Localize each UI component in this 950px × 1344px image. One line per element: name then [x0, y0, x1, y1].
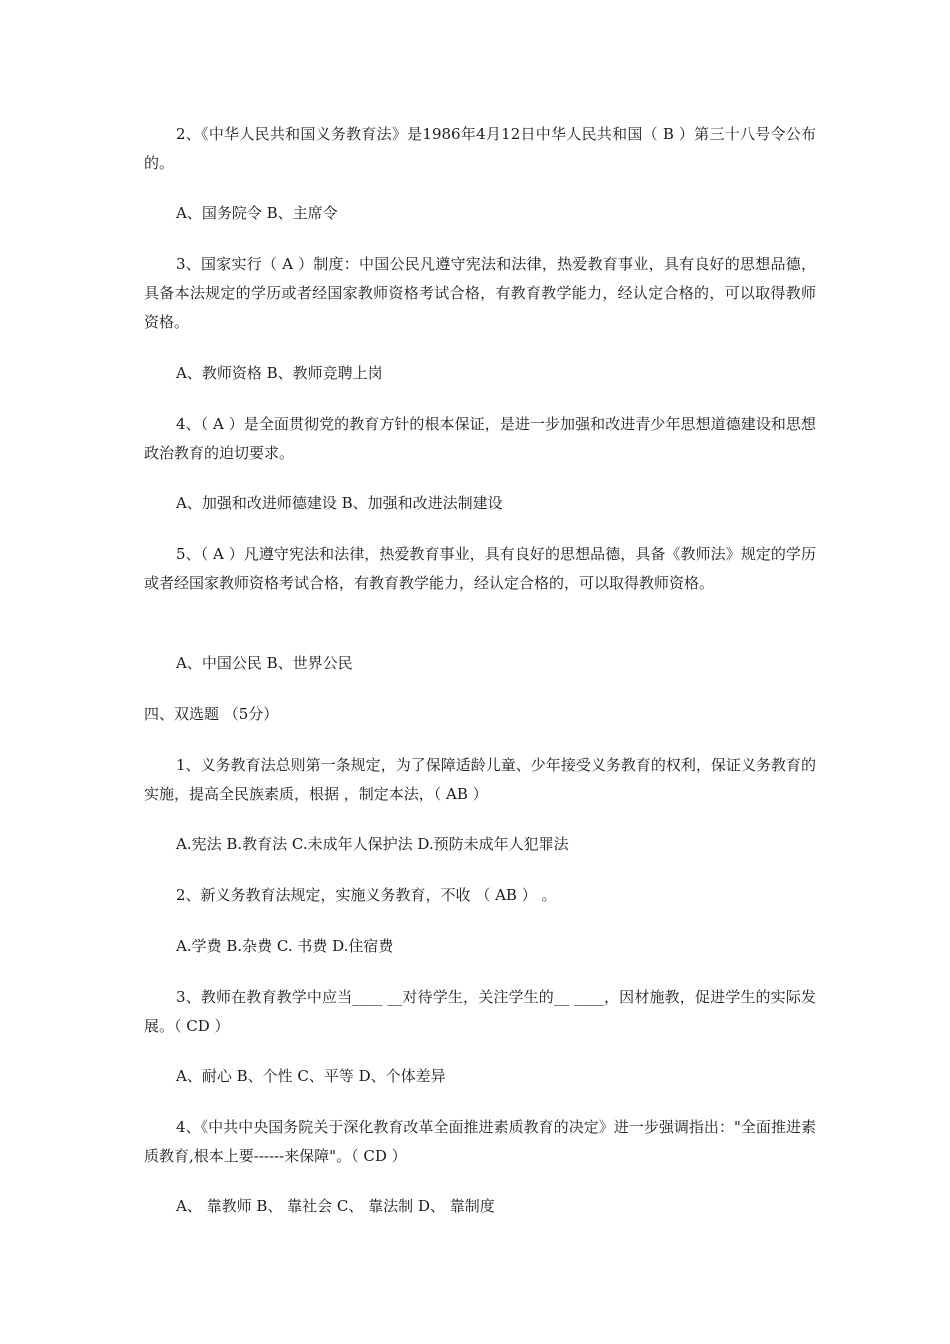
question-4-4: 4、《中共中央国务院关于深化教育改革全面推进素质教育的决定》进一步强调指出："全面推进素质教育,根本上要------来保障"。（ CD ）	[144, 1118, 816, 1165]
options-4-4: A、 靠教师 B、 靠社会 C、 靠法制 D、 靠制度	[176, 1197, 495, 1215]
question-3-4: 4、（ A ）是全面贯彻党的教育方针的根本保证，是进一步加强和改进青少年思想道德建设和思想政治教育的迫切要求。	[144, 415, 816, 462]
question-3-2: 2、《中华人民共和国义务教育法》是1986年4月12日中华人民共和国（ B ）第三十八号令公布的。	[144, 125, 816, 172]
options-4-1: A.宪法 B.教育法 C.未成年人保护法 D.预防未成年人犯罪法	[176, 835, 569, 853]
question-3-3: 3、国家实行（ A ）制度：中国公民凡遵守宪法和法律，热爱教育事业，具有良好的思想品德，具备本法规定的学历或者经国家教师资格考试合格，有教育教学能力，经认定合格的，可以取得教师资格。	[144, 255, 816, 331]
options-3-5: A、中国公民 B、世界公民	[176, 654, 353, 672]
question-4-3: 3、教师在教育教学中应当____ __对待学生，关注学生的__ ____，因材施教，促进学生的实际发展。（ CD ）	[144, 988, 816, 1035]
section-heading-4: 四、双选题 （5分）	[144, 705, 279, 723]
question-4-1: 1、义务教育法总则第一条规定，为了保障适龄儿童、少年接受义务教育的权利，保证义务教育的实施，提高全民族素质，根据 ，制定本法，（ AB ）	[144, 756, 816, 803]
options-3-3: A、教师资格 B、教师竞聘上岗	[176, 364, 383, 382]
question-4-2: 2、新义务教育法规定，实施义务教育，不收 （ AB ） 。	[176, 886, 557, 904]
options-4-2: A.学费 B.杂费 C. 书费 D.住宿费	[176, 937, 394, 955]
options-4-3: A、耐心 B、个性 C、平等 D、个体差异	[176, 1067, 446, 1085]
options-3-4: A、加强和改进师德建设 B、加强和改进法制建设	[176, 494, 503, 512]
options-3-2: A、国务院令 B、主席令	[176, 204, 338, 222]
question-3-5: 5、（ A ）凡遵守宪法和法律，热爱教育事业，具有良好的思想品德，具备《教师法》规定的学历或者经国家教师资格考试合格，有教育教学能力，经认定合格的，可以取得教师资格。	[144, 545, 816, 592]
